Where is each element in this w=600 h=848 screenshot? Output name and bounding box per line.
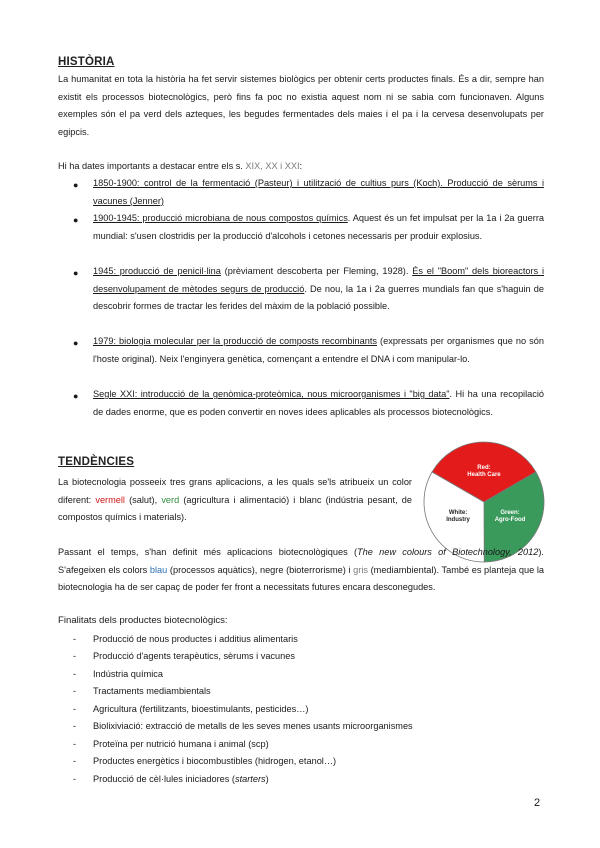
list-item-italic: starters <box>234 774 266 784</box>
bullet-text: . Aquest és un fet impulsat per la 1a i 2a guerra mundial: s'usen clostridis per la producció d'alcohols i cetones necessaris per produir explosius. <box>93 213 544 241</box>
color-green-word: verd <box>161 494 180 505</box>
pie-slice-label-2: White: Industry <box>446 510 470 524</box>
list-item: Agricultura (fertilitzants, bioestimulants, pesticides…) <box>93 704 309 714</box>
p2-citation: The new colours of Biotechnology, 2012 <box>357 547 539 557</box>
bullet-text: (prèviament descoberta per Fleming, 1928). <box>220 266 413 276</box>
color-red-word: vermell <box>95 494 125 505</box>
historia-intro: La humanitat en tota la història ha fet servir sistemes biològics per obtenir certs productes finals. És a dir, sempre han existit els processos biotecnològics, però fins fa poc no existia aquest nom ni se sabia com funcionaven. Alguns exemples són el pa verd dels azteques, les begudes fermentades dels maies i el pa i la cervesa desenvolupats per egipcis. <box>58 74 544 137</box>
bullet-1850 <box>93 175 544 210</box>
section-title-tendencies: TENDÈNCIES <box>58 456 135 468</box>
bullet-dot: ● <box>73 268 79 278</box>
bullet-text: (expressats per organismes que no són l'hoste original). Neix l'enginyera genètica, començant a entendre el DNA i com manipular-lo. <box>93 336 544 364</box>
bullet-dot: ● <box>73 391 79 401</box>
list-item: Tractaments mediambientals <box>93 686 211 696</box>
dates-intro <box>58 158 544 176</box>
list-dash: - <box>73 634 77 644</box>
list-item: Biolixiviació: extracció de metalls de les seves menes usants microorganismes <box>93 721 413 731</box>
list-dash: - <box>73 686 77 696</box>
list-item: Producció d'agents terapèutics, sèrums i vacunes <box>93 651 295 661</box>
list-item <box>93 771 269 789</box>
list-dash: - <box>73 774 77 784</box>
list-item-text: Producció de cèl·lules iniciadores ( <box>93 774 235 784</box>
list-dash: - <box>73 756 77 766</box>
centuries: XIX, XX i XXI <box>245 161 300 171</box>
p1-text-b: (salut), <box>124 494 162 505</box>
bullet-head: 1979: biologia molecular per la producció de composts recombinants <box>93 336 377 346</box>
pie-slice-label-0: Red: Health Care <box>467 465 501 478</box>
p2-text-b: ). S'afegeixen els colors <box>58 547 544 575</box>
tendencies-p1 <box>58 474 412 527</box>
list-item: Indústria química <box>93 669 163 679</box>
bullet-dot: ● <box>73 215 79 225</box>
finalitats-title: Finalitats dels productes biotecnològics: <box>58 615 228 626</box>
dates-text: Hi ha dates importants a destacar entre els s. <box>58 161 246 171</box>
list-dash: - <box>73 669 77 679</box>
bullet-head: Segle XXI: introducció de la genòmica-proteòmica, nous microorganismes i "big data" <box>93 389 450 399</box>
bullet-text-2: . De nou, la 1a i 2a guerres mundials fan que s'haguin de descobrir formes de tractar les ferides del màxim de la població possible. <box>93 283 544 311</box>
list-item: Proteïna per nutrició humana i animal (scp) <box>93 739 269 749</box>
bullet-dot: ● <box>73 180 79 190</box>
p2-text: Passant el temps, s'han definit més aplicacions biotecnològiques ( <box>58 547 358 557</box>
dates-colon: : <box>299 161 303 171</box>
tendencies-p2 <box>58 544 544 597</box>
p2-text-c: (processos aquàtics), negre (bioterrorisme) i <box>167 564 354 575</box>
list-item: Productes energètics i biocombustibles (hidrogen, etanol…) <box>93 756 337 766</box>
bullet-1945 <box>93 263 544 316</box>
p2-text-d: (mediambiental). També es planteja que la biotecnologia ha de ser capaç de poder fer front a necessitats futures encara desconegudes. <box>58 564 544 592</box>
list-dash: - <box>73 704 77 714</box>
bullet-1900 <box>93 210 544 245</box>
color-blue-word: blau <box>149 564 168 575</box>
bullet-head: 1900-1945: producció microbiana de nous compostos químics <box>93 213 348 223</box>
bullet-segle-xxi <box>93 386 544 421</box>
p1-text-c: (agricultura i alimentació) i blanc (indústria pesant, de compostos químics i materials). <box>58 494 413 522</box>
bullet-head: 1850-1900: control de la fermentació (Pasteur) i utilització de cultius purs (Koch). Producció de sèrums i vacunes (Jenner) <box>93 178 544 206</box>
list-dash: - <box>73 739 77 749</box>
list-dash: - <box>73 651 77 661</box>
bullet-head: 1945: producció de penicil·lina <box>93 266 221 276</box>
color-gray-word: gris <box>353 564 368 575</box>
page-number: 2 <box>534 797 541 809</box>
bullet-dot: ● <box>73 338 79 348</box>
bullet-head-2: És el "Boom" dels bioreactors i desenvolupament de mètodes segurs de producció <box>93 266 544 294</box>
bullet-text: . Hi ha una recopilació de dades enorme, que es poden convertir en noves idees aplicables als processos biotecnològics. <box>93 389 544 417</box>
list-dash: - <box>73 721 77 731</box>
bullet-1979 <box>93 333 544 368</box>
section-title-historia: HISTÒRIA <box>58 56 115 68</box>
list-item-after: ) <box>265 774 269 784</box>
list-item: Producció de nous productes i additius alimentaris <box>93 634 298 644</box>
pie-slice-label-1: Green: Agro-Food <box>494 509 526 523</box>
p1-text: La biotecnologia posseeix tres grans aplicacions, a les quals se'ls atribueix un color diferent: <box>58 477 412 505</box>
